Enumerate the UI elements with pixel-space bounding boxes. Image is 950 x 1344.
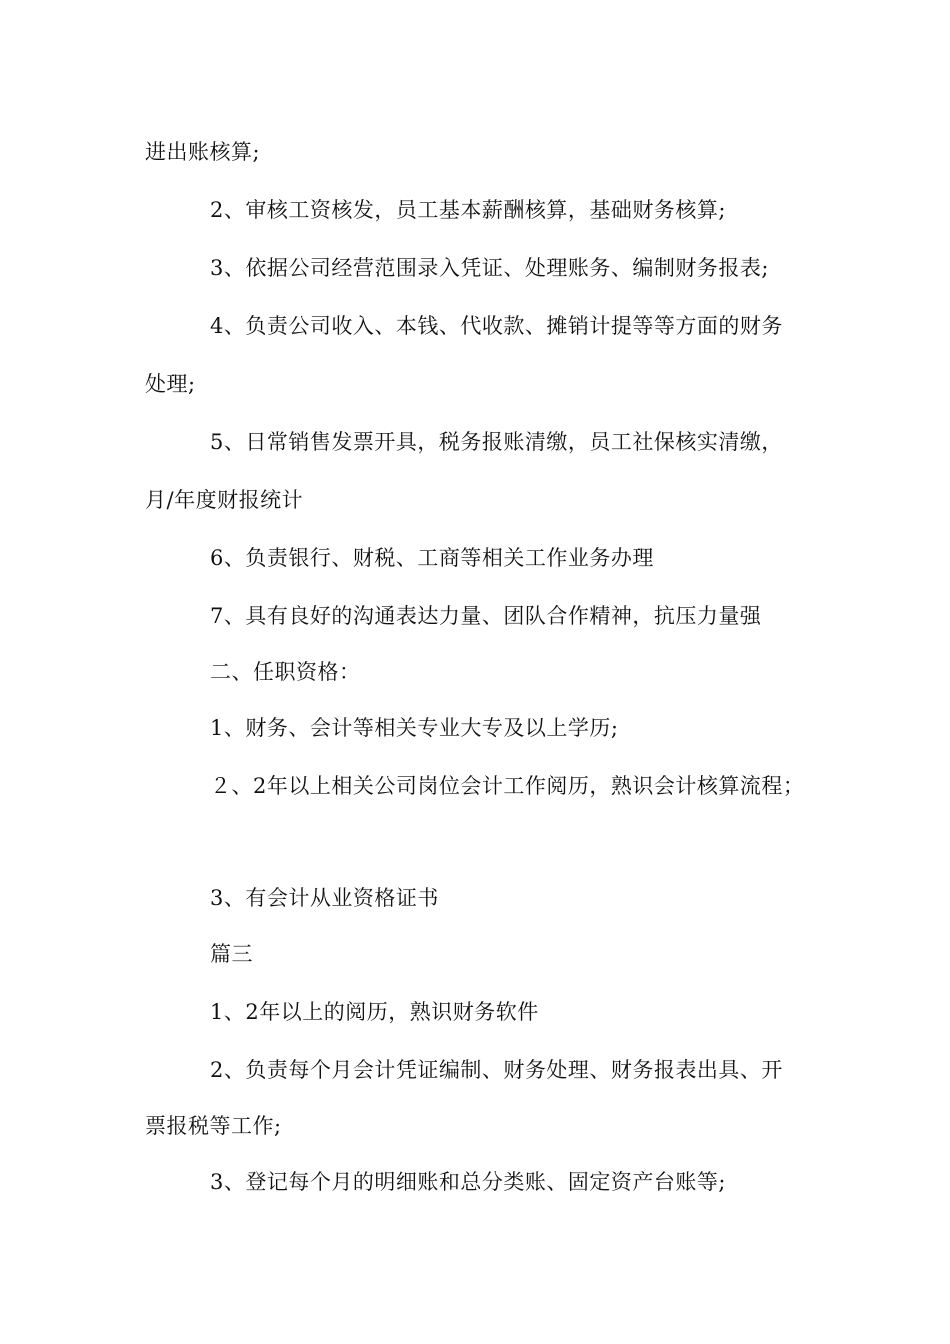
text-line-7: 月/年度财报统计: [145, 488, 304, 512]
text-line-8: 6、负责银行、财税、工商等相关工作业务办理: [210, 546, 654, 570]
section-heading-qualifications: 二、任职资格：: [210, 660, 361, 684]
text-line-5: 处理;: [145, 372, 196, 396]
text-line-4: 4、负责公司收入、本钱、代收款、摊销计提等等方面的财务: [210, 314, 783, 338]
text-line-12: ２、2年以上相关公司岗位会计工作阅历，熟识会计核算流程；: [210, 774, 805, 798]
text-line-18: 3、登记每个月的明细账和总分类账、固定资产台账等;: [210, 1170, 726, 1194]
text-line-11: 1、财务、会计等相关专业大专及以上学历;: [210, 716, 619, 740]
text-line-9: 7、具有良好的沟通表达力量、团队合作精神，抗压力量强: [210, 604, 762, 628]
text-line-15: 1、2年以上的阅历，熟识财务软件: [210, 1000, 539, 1024]
text-line-16: 2、负责每个月会计凭证编制、财务处理、财务报表出具、开: [210, 1058, 783, 1082]
text-line-3: 3、依据公司经营范围录入凭证、处理账务、编制财务报表;: [210, 256, 769, 280]
section-heading-part-three: 篇三: [210, 942, 253, 966]
text-line-13: 3、有会计从业资格证书: [210, 886, 439, 910]
text-line-6: 5、日常销售发票开具，税务报账清缴，员工社保核实清缴，: [210, 430, 783, 454]
text-line-17: 票报税等工作;: [145, 1114, 282, 1138]
text-line-1: 进出账核算;: [145, 140, 261, 164]
text-line-2: 2、审核工资核发，员工基本薪酬核算，基础财务核算;: [210, 198, 726, 222]
